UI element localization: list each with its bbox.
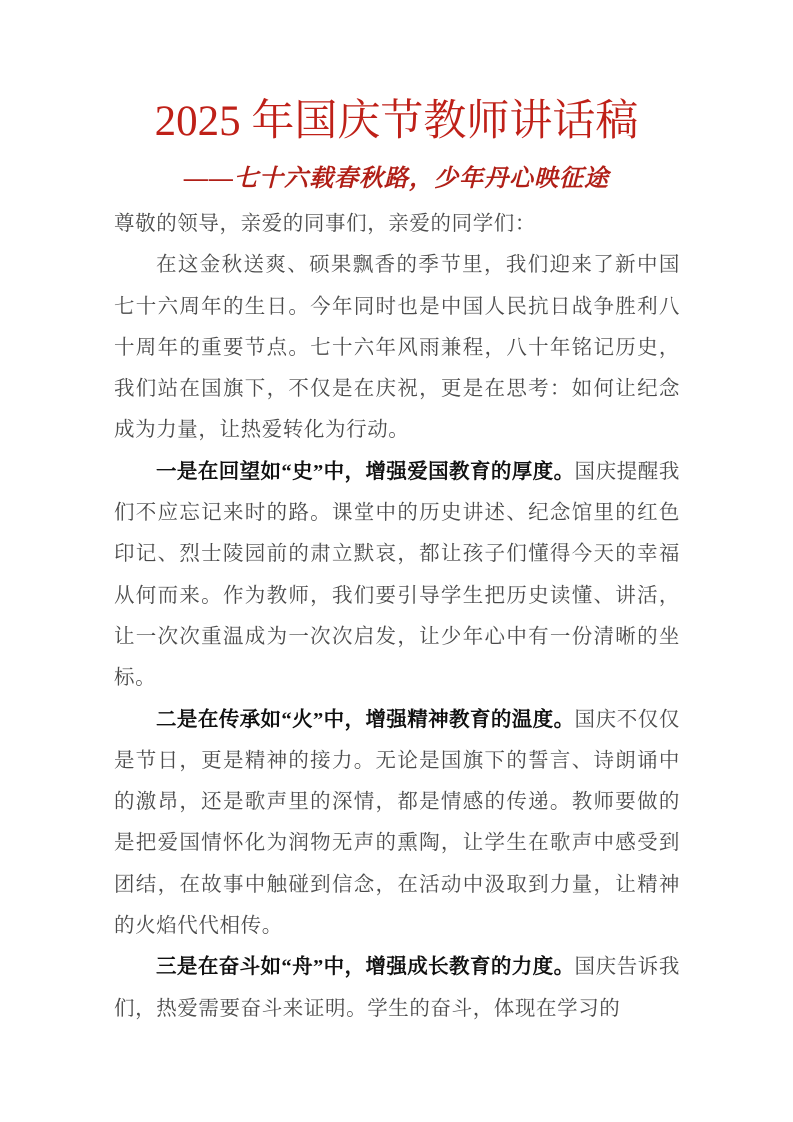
paragraph-3-rest: 国庆不仅仅是节日，更是精神的接力。无论是国旗下的誓言、诗朗诵中的激昂，还是歌声里的深情，都是情感的传递。教师要做的是把爱国情怀化为润物无声的熏陶，让学生在歌声中感受到团结，在故事中触碰到信念，在活动中汲取到力量，让精神的火焰代代相传。: [114, 708, 680, 938]
document-subtitle: ——七十六载春秋路，少年丹心映征途: [184, 166, 609, 192]
paragraph-2: [114, 452, 680, 700]
paragraph-3: [114, 700, 680, 948]
paragraph-2-rest: 国庆提醒我们不应忘记来时的路。课堂中的历史讲述、纪念馆里的红色印记、烈士陵园前的肃立默哀，都让孩子们懂得今天的幸福从何而来。作为教师，我们要引导学生把历史读懂、讲活，让一次次重温成为一次次启发，让少年心中有一份清晰的坐标。: [114, 460, 680, 690]
paragraph-4-lead: 三是在奋斗如“舟”中，增强成长教育的力度。: [156, 956, 575, 979]
paragraph-4: [114, 947, 680, 1030]
document-body: [114, 204, 680, 1030]
paragraph-3-lead: 二是在传承如“火”中，增强精神教育的温度。: [156, 708, 575, 731]
paragraph-2-lead: 一是在回望如“史”中，增强爱国教育的厚度。: [156, 460, 575, 483]
document-title: 2025 年国庆节教师讲话稿: [154, 98, 639, 145]
paragraph-4-rest: 国庆告诉我们，热爱需要奋斗来证明。学生的奋斗，体现在学习的: [114, 956, 680, 1020]
salutation-line: [114, 204, 680, 245]
salutation-text: 尊敬的领导，亲爱的同事们，亲爱的同学们：: [114, 213, 536, 235]
paragraph-1-rest: 在这金秋送爽、硕果飘香的季节里，我们迎来了新中国七十六周年的生日。今年同时也是中国人民抗日战争胜利八十周年的重要节点。七十六年风雨兼程，八十年铭记历史，我们站在国旗下，不仅是在庆祝，更是在思考：如何让纪念成为力量，让热爱转化为行动。: [114, 254, 680, 442]
paragraph-1: [114, 245, 680, 451]
